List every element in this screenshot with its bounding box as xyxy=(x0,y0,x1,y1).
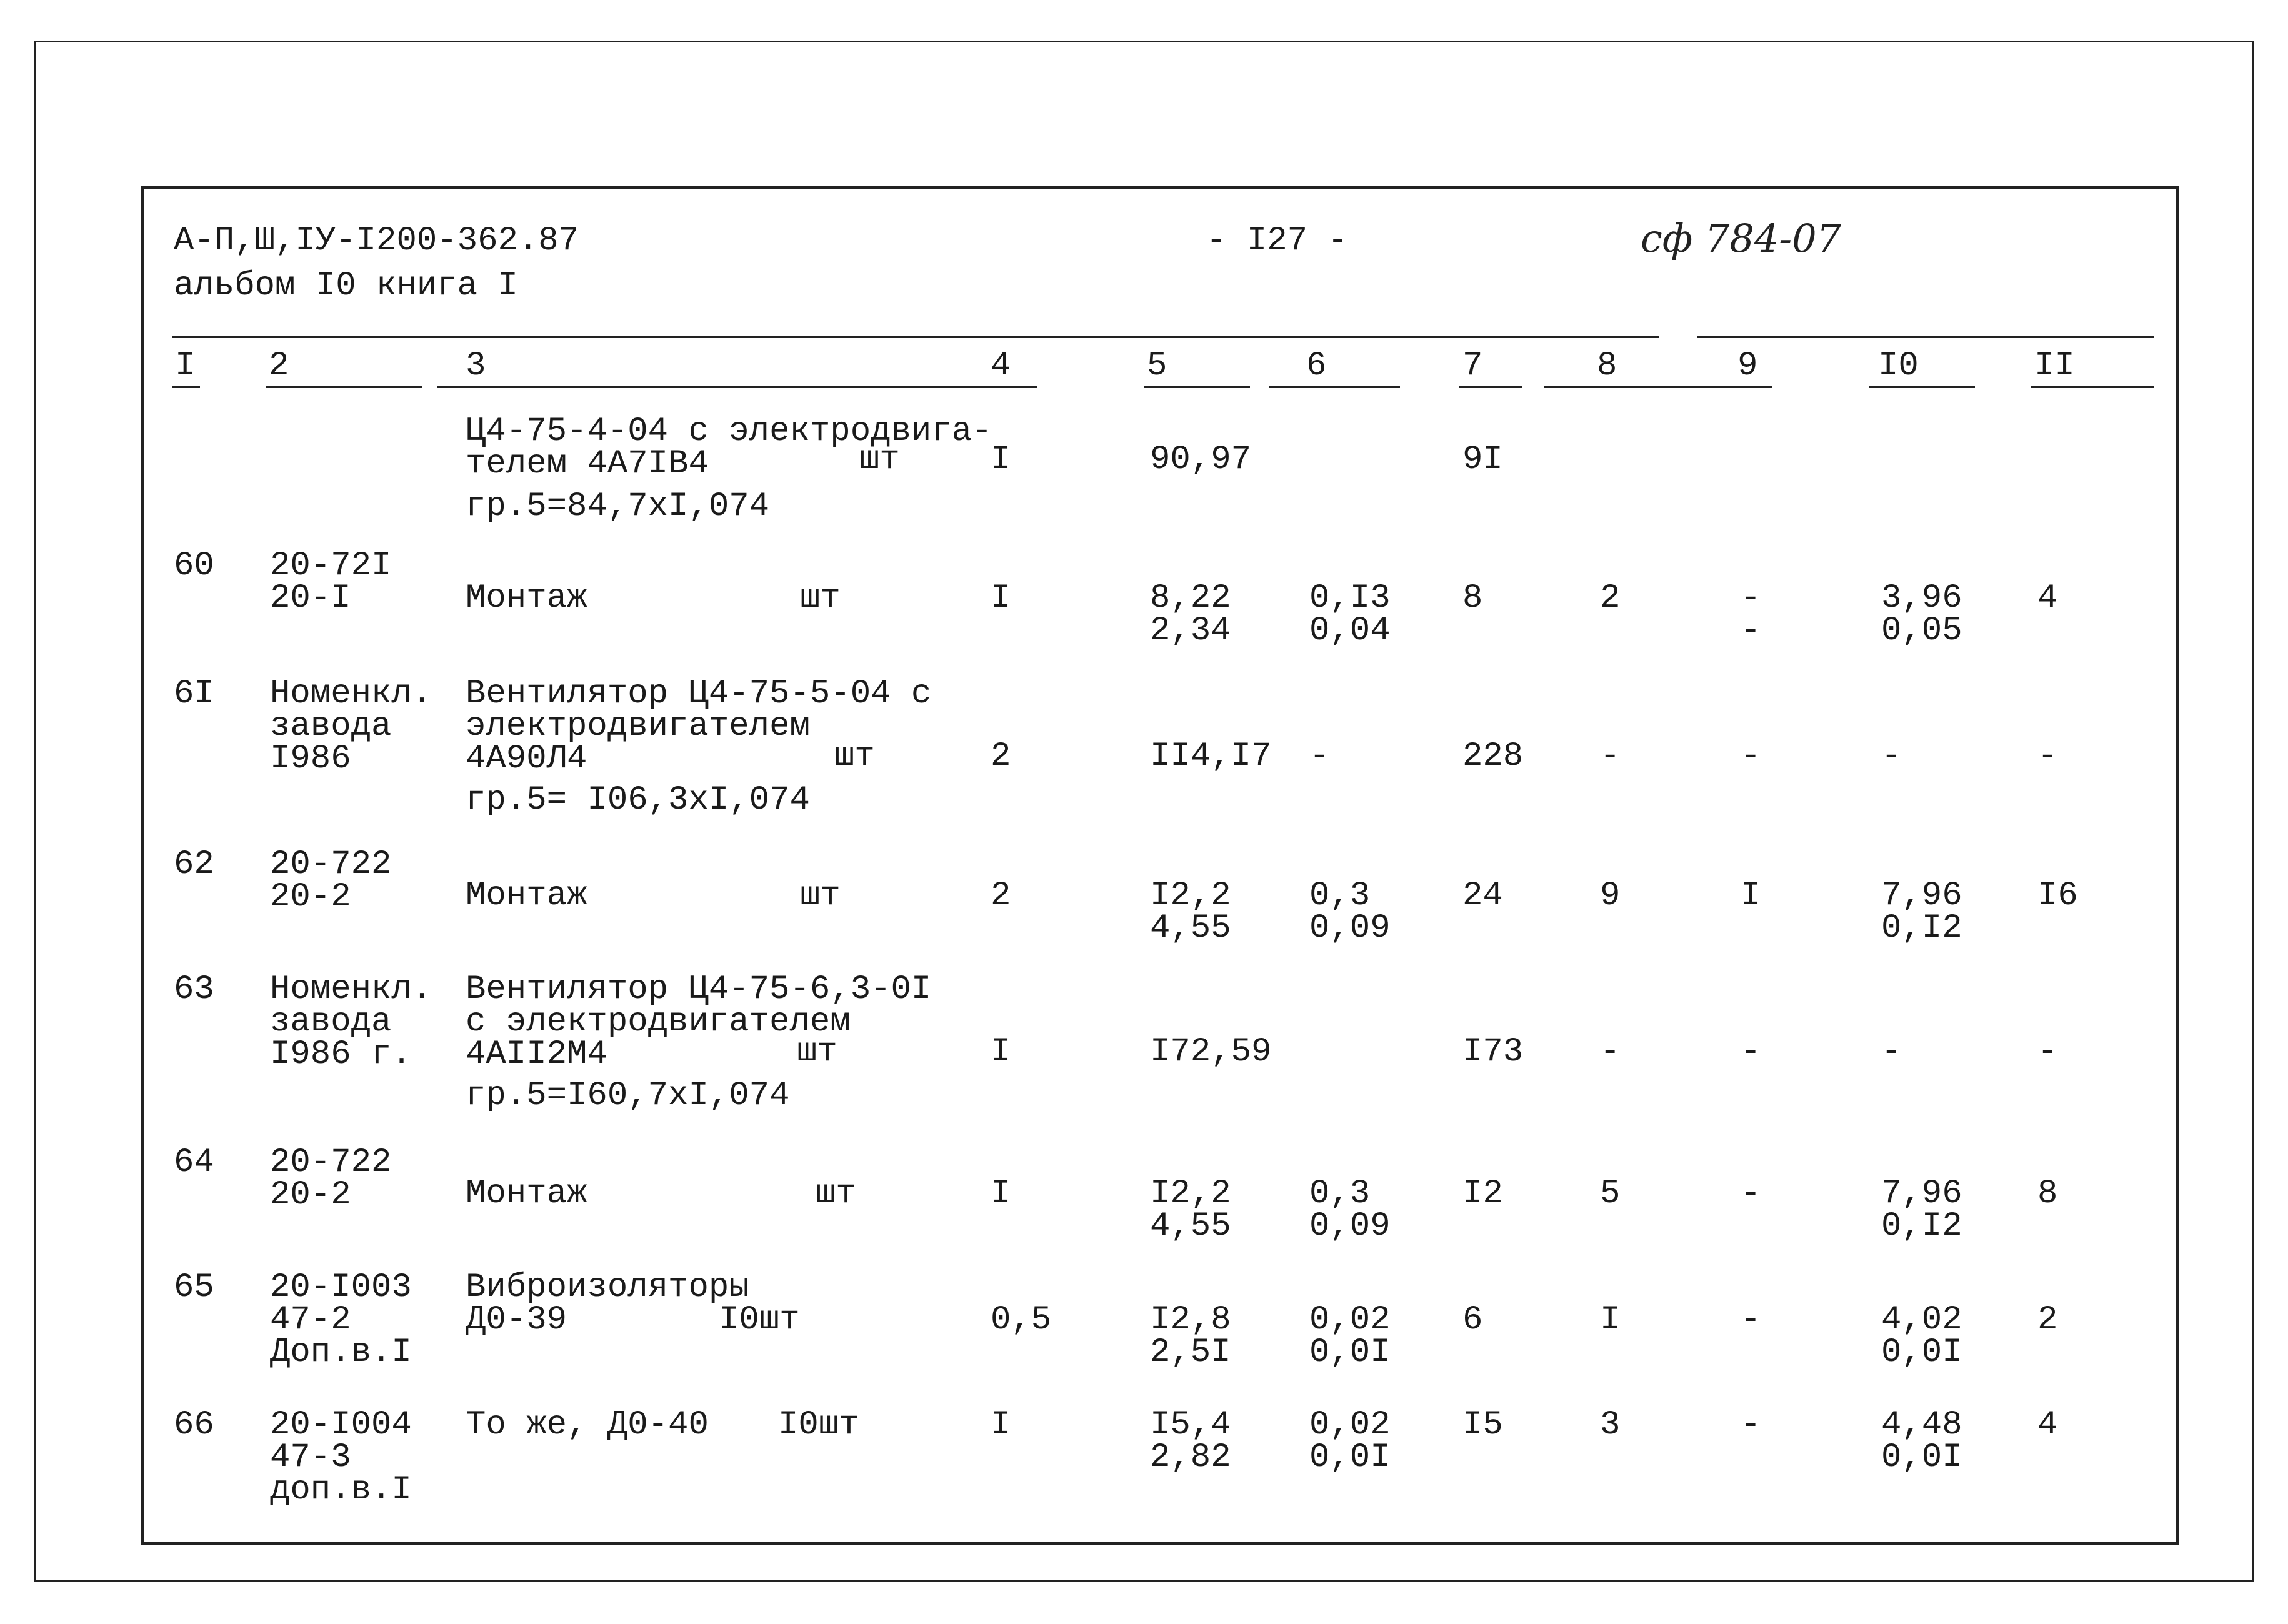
column-header: I xyxy=(175,347,196,385)
quantity: I xyxy=(991,441,1011,479)
item-description: Монтаж xyxy=(466,1175,587,1213)
col9-value: - xyxy=(1741,737,1761,775)
column-rule xyxy=(2031,386,2154,388)
total-cost: 6 xyxy=(1462,1301,1483,1339)
col10-value: 3,96 0,05 xyxy=(1881,579,1962,650)
column-rule xyxy=(1641,386,1772,388)
price-formula: гр.5=I60,7хI,074 xyxy=(466,1077,790,1115)
unit: шт xyxy=(800,877,841,915)
column-rule xyxy=(1544,386,1644,388)
unit: I0шт xyxy=(719,1301,800,1339)
col8-value: - xyxy=(1600,737,1621,775)
col6-value: - xyxy=(1309,737,1330,775)
album-label: альбом I0 книга I xyxy=(174,267,518,305)
row-number: 60 xyxy=(174,547,214,585)
column-header: 7 xyxy=(1462,347,1483,385)
document-code: А-П,Ш,IУ-I200-362.87 xyxy=(174,222,579,260)
norm-code: 20-I003 47-2 Доп.в.I xyxy=(270,1268,412,1372)
unit-cost: II4,I7 xyxy=(1150,737,1272,775)
column-header: I0 xyxy=(1878,347,1919,385)
item-description: Виброизоляторы Д0-39 xyxy=(466,1268,749,1339)
item-description: Ц4-75-4-04 с электродвига- телем 4А7IВ4 xyxy=(466,412,992,483)
row-number: 6I xyxy=(174,675,214,713)
column-header: 5 xyxy=(1147,347,1167,385)
norm-code: Номенкл. завода I986 г. xyxy=(270,970,432,1074)
col10-value: - xyxy=(1881,1033,1902,1071)
column-rule xyxy=(437,386,1037,388)
col9-value: I xyxy=(1741,877,1761,915)
col8-value: - xyxy=(1600,1033,1621,1071)
col10-value: 4,02 0,0I xyxy=(1881,1301,1962,1372)
norm-code: Номенкл. завода I986 xyxy=(270,675,432,778)
norm-code: 20-72I 20-I xyxy=(270,547,392,617)
col6-value: 0,3 0,09 xyxy=(1309,1175,1391,1245)
header-rule-left xyxy=(172,336,1659,338)
unit-cost: I72,59 xyxy=(1150,1033,1272,1071)
norm-code: 20-722 20-2 xyxy=(270,845,392,916)
col8-value: 9 xyxy=(1600,877,1621,915)
row-number: 63 xyxy=(174,970,214,1009)
col9-value: - xyxy=(1741,1301,1761,1339)
quantity: I xyxy=(991,579,1011,617)
column-header: 6 xyxy=(1306,347,1327,385)
unit-cost: 90,97 xyxy=(1150,441,1252,479)
total-cost: 8 xyxy=(1462,579,1483,617)
item-description: Монтаж xyxy=(466,579,587,617)
col11-value: - xyxy=(2037,1033,2058,1071)
unit: шт xyxy=(834,737,875,775)
col6-value: 0,02 0,0I xyxy=(1309,1406,1391,1477)
col6-value: 0,02 0,0I xyxy=(1309,1301,1391,1372)
total-cost: I2 xyxy=(1462,1175,1503,1213)
norm-code: 20-I004 47-3 доп.в.I xyxy=(270,1406,412,1509)
column-rule xyxy=(266,386,422,388)
col8-value: 2 xyxy=(1600,579,1621,617)
total-cost: 24 xyxy=(1462,877,1503,915)
total-cost: I5 xyxy=(1462,1406,1503,1444)
col8-value: 5 xyxy=(1600,1175,1621,1213)
col10-value: - xyxy=(1881,737,1902,775)
col10-value: 4,48 0,0I xyxy=(1881,1406,1962,1477)
column-header: 2 xyxy=(269,347,289,385)
quantity: 2 xyxy=(991,737,1011,775)
row-number: 62 xyxy=(174,845,214,884)
total-cost: 9I xyxy=(1462,441,1503,479)
row-number: 66 xyxy=(174,1406,214,1444)
col11-value: 8 xyxy=(2037,1175,2058,1213)
column-header: 8 xyxy=(1597,347,1617,385)
col11-value: I6 xyxy=(2037,877,2078,915)
page-number: - I27 - xyxy=(1206,222,1348,260)
quantity: I xyxy=(991,1033,1011,1071)
column-rule xyxy=(1269,386,1400,388)
col11-value: 2 xyxy=(2037,1301,2058,1339)
column-rule xyxy=(1869,386,1975,388)
col11-value: 4 xyxy=(2037,579,2058,617)
item-description: Монтаж xyxy=(466,877,587,915)
unit: шт xyxy=(816,1175,856,1213)
unit-cost: 8,22 2,34 xyxy=(1150,579,1231,650)
unit: шт xyxy=(800,579,841,617)
col9-value: - xyxy=(1741,1406,1761,1444)
col9-value: - xyxy=(1741,1175,1761,1213)
total-cost: I73 xyxy=(1462,1033,1524,1071)
quantity: I xyxy=(991,1406,1011,1444)
col10-value: 7,96 0,I2 xyxy=(1881,1175,1962,1245)
header-rule-right xyxy=(1697,336,2154,338)
col6-value: 0,3 0,09 xyxy=(1309,877,1391,947)
column-header: 9 xyxy=(1737,347,1758,385)
col8-value: 3 xyxy=(1600,1406,1621,1444)
norm-code: 20-722 20-2 xyxy=(270,1143,392,1214)
col9-value: - - xyxy=(1741,579,1761,650)
col11-value: 4 xyxy=(2037,1406,2058,1444)
item-description: Вентилятор Ц4-75-6,3-0I с электродвигателем 4АII2М4 xyxy=(466,970,932,1074)
column-header: 4 xyxy=(991,347,1011,385)
unit: шт xyxy=(797,1033,837,1071)
unit-cost: I2,2 4,55 xyxy=(1150,877,1231,947)
column-header: II xyxy=(2034,347,2075,385)
column-header: 3 xyxy=(466,347,486,385)
row-number: 64 xyxy=(174,1143,214,1182)
row-number: 65 xyxy=(174,1268,214,1307)
quantity: 0,5 xyxy=(991,1301,1052,1339)
unit-cost: I2,8 2,5I xyxy=(1150,1301,1231,1372)
col8-value: I xyxy=(1600,1301,1621,1339)
column-rule xyxy=(172,386,200,388)
item-description: Вентилятор Ц4-75-5-04 с электродвигателем 4А90Л4 xyxy=(466,675,932,778)
unit: I0шт xyxy=(778,1406,859,1444)
unit-cost: I5,4 2,82 xyxy=(1150,1406,1231,1477)
unit-cost: I2,2 4,55 xyxy=(1150,1175,1231,1245)
unit: шт xyxy=(859,441,900,479)
column-rule xyxy=(1144,386,1250,388)
col10-value: 7,96 0,I2 xyxy=(1881,877,1962,947)
item-description: То же, Д0-40 xyxy=(466,1406,709,1444)
total-cost: 228 xyxy=(1462,737,1524,775)
price-formula: гр.5=84,7хI,074 xyxy=(466,487,770,526)
col9-value: - xyxy=(1741,1033,1761,1071)
col6-value: 0,I3 0,04 xyxy=(1309,579,1391,650)
quantity: 2 xyxy=(991,877,1011,915)
price-formula: гр.5= I06,3хI,074 xyxy=(466,781,810,819)
column-rule xyxy=(1459,386,1522,388)
col11-value: - xyxy=(2037,737,2058,775)
quantity: I xyxy=(991,1175,1011,1213)
handwritten-stamp: сф 784-07 xyxy=(1641,216,1842,261)
